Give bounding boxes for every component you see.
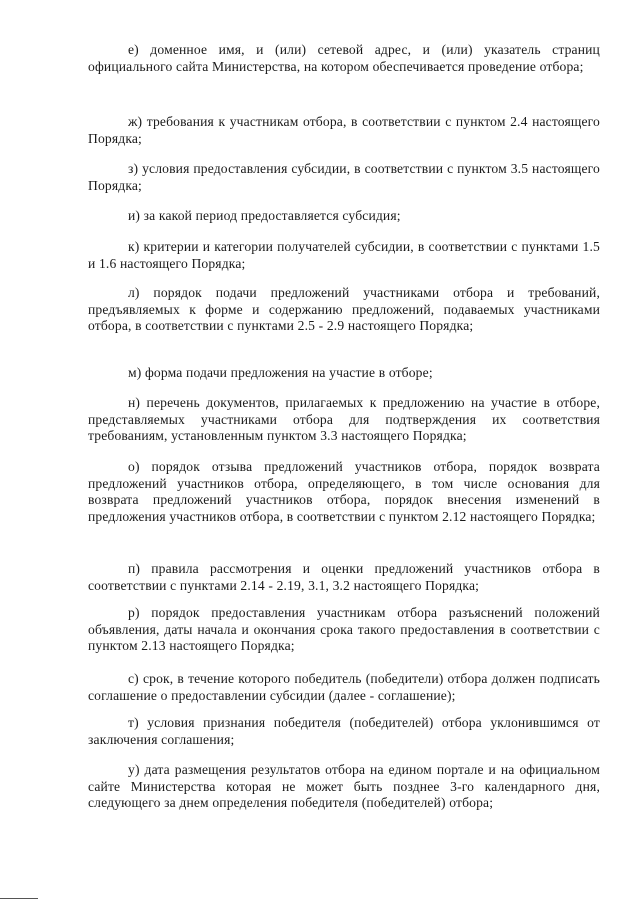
list-item-z: з) условия предоставления субсидии, в соответствии с пунктом 3.5 настоящего Порядка;	[88, 161, 600, 193]
list-item-r: р) порядок предоставления участникам отбора разъяснений положений объявления, даты начала и окончания срока такого предоставления в соответствии с пунктом 2.13 настоящего Порядка;	[88, 605, 600, 653]
list-item-o: о) порядок отзыва предложений участников отбора, порядок возврата предложений участников отбора, определяющего, в том числе основания для возврата предложений участников отбора, порядок внесения изменений в предложения участников отбора, в соответствии с пунктом 2.12 настоящего Порядка;	[88, 459, 600, 524]
list-item-zh: ж) требования к участникам отбора, в соответствии с пунктом 2.4 настоящего Порядка;	[88, 114, 600, 146]
list-item-u: у) дата размещения результатов отбора на едином портале и на официальном сайте Министерства которая не может быть позднее 3-го календарного дня, следующего за днем определения победителя (победителей) отбора;	[88, 762, 600, 810]
list-item-p: п) правила рассмотрения и оценки предложений участников отбора в соответствии с пунктами 2.14 - 2.19, 3.1, 3.2 настоящего Порядка;	[88, 561, 600, 593]
footer-rule	[0, 898, 38, 899]
list-item-t: т) условия признания победителя (победителей) отбора уклонившимся от заключения соглашения;	[88, 715, 600, 747]
list-item-l: л) порядок подачи предложений участниками отбора и требований, предъявляемых к форме и содержанию предложений, подаваемых участниками отбора, в соответствии с пунктами 2.5 - 2.9 настоящего Порядка;	[88, 285, 600, 333]
list-item-e: е) доменное имя, и (или) сетевой адрес, и (или) указатель страниц официального сайта Министерства, на котором обеспечивается проведение отбора;	[88, 42, 600, 74]
list-item-n: н) перечень документов, прилагаемых к предложению на участие в отборе, представляемых участниками отбора для подтверждения их соответствия требованиям, установленным пунктом 3.3 настоящего Порядка;	[88, 395, 600, 443]
list-item-k: к) критерии и категории получателей субсидии, в соответствии с пунктами 1.5 и 1.6 настоящего Порядка;	[88, 239, 600, 271]
list-item-m: м) форма подачи предложения на участие в отборе;	[128, 365, 433, 380]
list-item-s: с) срок, в течение которого победитель (победители) отбора должен подписать соглашение о предоставлении субсидии (далее - соглашение);	[88, 671, 600, 703]
list-item-i: и) за какой период предоставляется субсидия;	[128, 208, 401, 223]
